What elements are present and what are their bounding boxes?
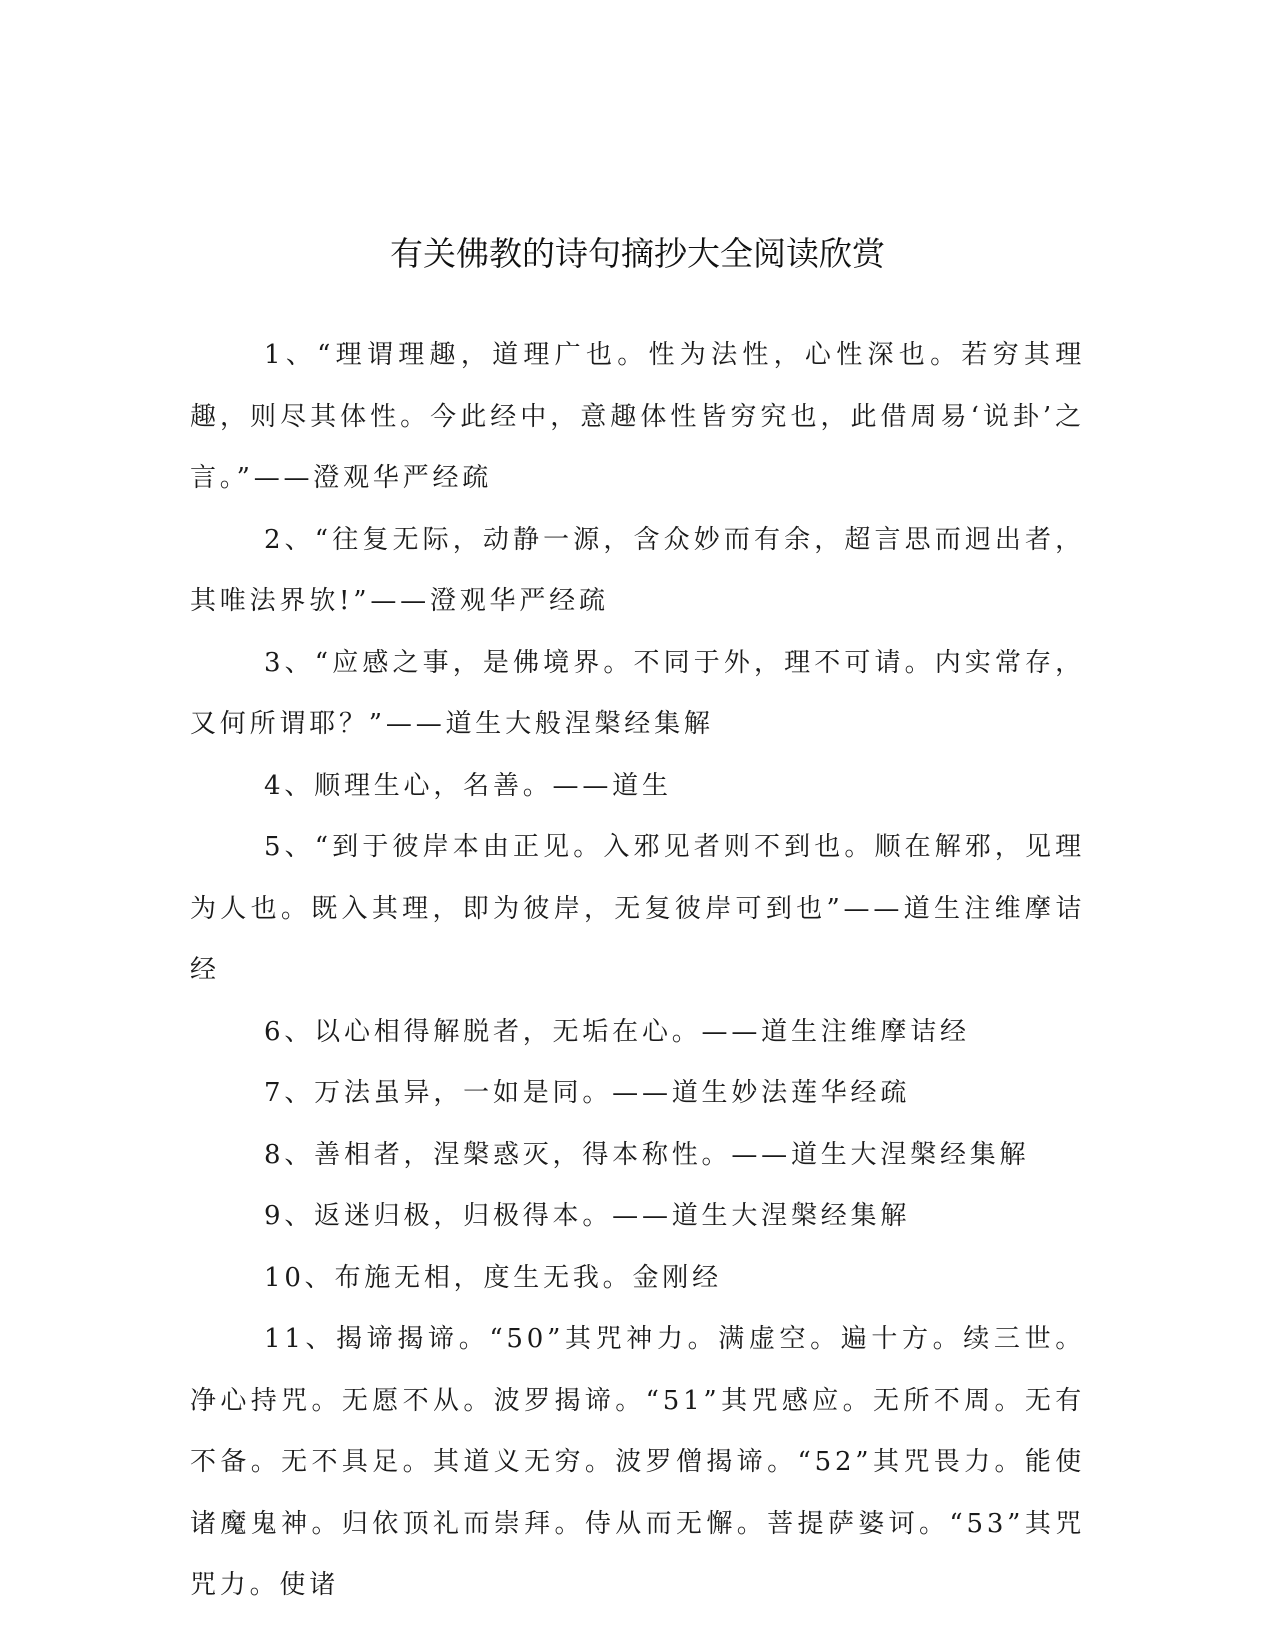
paragraph-3: 3、“应感之事，是佛境界。不同于外，理不可请。内实常存，又何所谓耶？”——道生大般涅槃经集解 (190, 647, 1085, 739)
paragraph-8: 8、善相者，涅槃惑灭，得本称性。——道生大涅槃经集解 (264, 1139, 1030, 1170)
paragraph-11: 11、揭谛揭谛。“50”其咒神力。满虚空。遍十方。续三世。净心持咒。无愿不从。波罗揭谛。“51”其咒感应。无所不周。无有不备。无不具足。其道义无穷。波罗僧揭谛。“52”其咒畏力。能使诸魔鬼神。归依顶礼而崇拜。侍从而无懈。菩提萨婆诃。“53”其咒咒力。使诸 (190, 1324, 1085, 1600)
paragraph-1: 1、“理谓理趣，道理广也。性为法性，心性深也。若穷其理趣，则尽其体性。今此经中，意趣体性皆穷究也，此借周易‘说卦’之言。”——澄观华严经疏 (190, 340, 1085, 493)
paragraph-2: 2、“往复无际，动静一源，含众妙而有余，超言思而迥出者，其唯法界欤!”——澄观华严经疏 (190, 524, 1085, 616)
document-body (190, 325, 1085, 1617)
paragraph-10: 10、布施无相，度生无我。金刚经 (264, 1262, 722, 1293)
page-title: 有关佛教的诗句摘抄大全阅读欣赏 (390, 234, 885, 274)
paragraph-9: 9、返迷归极，归极得本。——道生大涅槃经集解 (264, 1201, 911, 1231)
paragraph-4: 4、顺理生心，名善。——道生 (264, 770, 672, 801)
paragraph-5: 5、“到于彼岸本由正见。入邪见者则不到也。顺在解邪，见理为人也。既入其理，即为彼岸，无复彼岸可到也”——道生注维摩诘经 (190, 832, 1085, 985)
paragraph-6: 6、以心相得解脱者，无垢在心。——道生注维摩诘经 (264, 1016, 970, 1047)
paragraph-7: 7、万法虽异，一如是同。——道生妙法莲华经疏 (264, 1078, 911, 1108)
